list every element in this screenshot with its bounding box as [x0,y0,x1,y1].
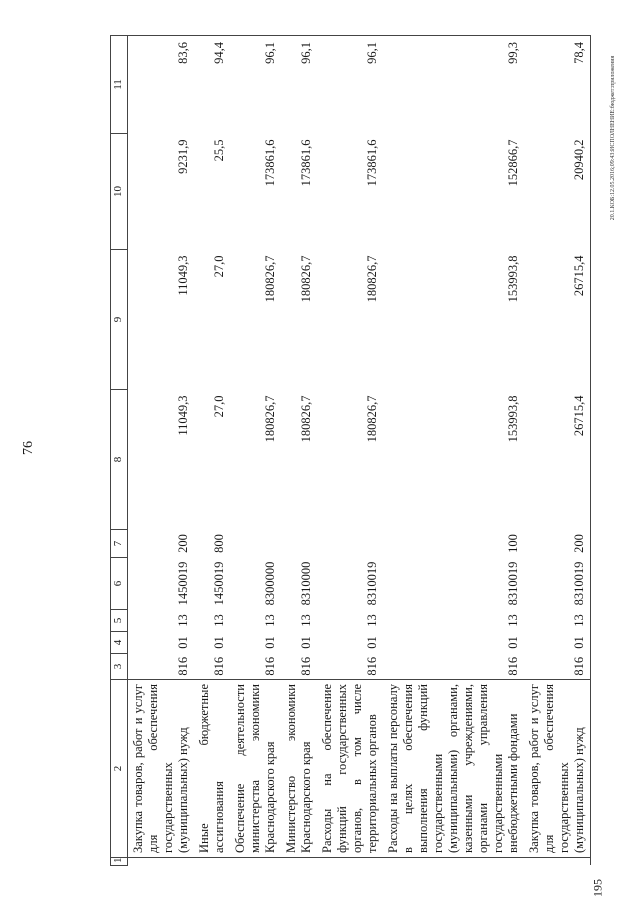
value-col8: 11049,3 [176,395,190,436]
column-header: 11 [111,36,128,134]
value-col8: 27,0 [212,395,226,418]
code-target-article: 8310019 [524,558,591,610]
code-ministry: 816 [263,656,277,676]
code-subsection: 13 [263,614,277,627]
value-col9: 180826,7 [365,255,379,303]
value-col10: 173861,6 [365,139,379,187]
code-target-article: 1450019 [176,561,190,606]
budget-table [110,35,591,866]
value-col9: 180826,7 [299,255,313,303]
column-header: 8 [111,390,128,530]
code-expense-type: 100 [506,534,520,553]
value-col11: 94,4 [194,36,230,134]
table-row [317,36,383,866]
row-description: Обеспечение деятельности министерства экономики Краснодарского края [230,680,281,858]
code-expense-type: 800 [212,534,226,553]
value-col11: 96,1 [317,36,383,134]
value-col8: 180826,7 [365,395,379,443]
value-col10: 152866,7 [506,139,520,187]
row-description: Закупка товаров, работ и услуг для обеспечения государственных (муниципальных) нужд [524,680,591,858]
column-header: 10 [111,134,128,250]
column-header: 7 [111,530,128,558]
code-section: 01 [176,636,190,649]
code-ministry: 816 [176,656,190,676]
value-col10: 173861,6 [299,139,313,187]
code-section: 01 [524,632,591,654]
code-target-article: 8310019 [365,561,379,606]
code-target-article: 8310019 [506,561,520,606]
column-header: 6 [111,558,128,610]
value-col10: 25,5 [212,139,226,162]
column-header: 4 [111,632,128,654]
column-header: 1 [111,858,128,866]
row-description: Закупка товаров, работ и услуг для обеспечения государственных (муниципальных) нужд [128,680,195,858]
value-col11: 96,1 [230,36,281,134]
value-col10: 173861,6 [263,139,277,187]
code-ministry: 816 [365,656,379,676]
code-ministry: 816 [524,654,591,680]
code-subsection: 13 [176,614,190,627]
row-description: Министерство экономики Краснодарского края [281,680,317,858]
code-section: 01 [263,636,277,649]
code-target-article: 1450019 [212,561,226,606]
code-subsection: 13 [365,614,379,627]
code-section: 01 [299,636,313,649]
value-col11: 78,4 [524,36,591,134]
scan-footer-text: 20.1.КОБ:12.05.2016;09:43:ИСПОЛНЕНИЕ:бюджет:приложения [610,55,616,221]
code-ministry: 816 [212,656,226,676]
table-row [230,36,281,866]
code-target-article: 8310000 [299,561,313,606]
code-section: 01 [365,636,379,649]
value-col10: 20940,2 [524,134,591,250]
table-row [194,36,230,866]
value-col11: 99,3 [383,36,524,134]
row-description: Расходы на обеспечение функций государственных органов, в том числе территориальных органов [317,680,383,858]
value-col11: 83,6 [128,36,195,134]
value-col9: 153993,8 [506,255,520,303]
header-row [111,36,128,866]
table-row [524,36,591,866]
value-col9: 27,0 [212,255,226,278]
value-col8: 153993,8 [506,395,520,443]
side-page-number: 195 [590,879,605,897]
value-col11: 96,1 [281,36,317,134]
code-section: 01 [506,636,520,649]
column-header: 2 [111,680,128,858]
code-expense-type [317,530,383,558]
column-header: 3 [111,654,128,680]
budget-table-container [110,36,586,866]
table-row [281,36,317,866]
column-header: 5 [111,610,128,632]
code-subsection: 13 [524,610,591,632]
column-header: 9 [111,250,128,390]
code-target-article: 8300000 [263,561,277,606]
code-expense-type: 200 [524,530,591,558]
page-number: 76 [21,441,36,455]
code-subsection: 13 [299,614,313,627]
value-col9: 26715,4 [524,250,591,390]
value-col8: 180826,7 [263,395,277,443]
code-section: 01 [212,636,226,649]
table-row [383,36,524,866]
value-col10: 9231,9 [176,139,190,174]
code-expense-type [281,530,317,558]
value-col8: 180826,7 [299,395,313,443]
code-subsection: 13 [212,614,226,627]
row-description: Расходы на выплаты персоналу в целях обеспечения выполнения функций государственными (муниципальными) органами, казенными учреждениями, органами управления государственными внебюджетными фондами [383,680,524,858]
row-description: Иные бюджетные ассигнования [194,680,230,858]
code-ministry: 816 [506,656,520,676]
value-col8: 26715,4 [524,390,591,530]
value-col9: 180826,7 [263,255,277,303]
table-row [128,36,195,866]
code-subsection: 13 [506,614,520,627]
code-expense-type [230,530,281,558]
code-ministry: 816 [299,656,313,676]
code-expense-type: 200 [176,534,190,553]
value-col9: 11049,3 [176,255,190,296]
